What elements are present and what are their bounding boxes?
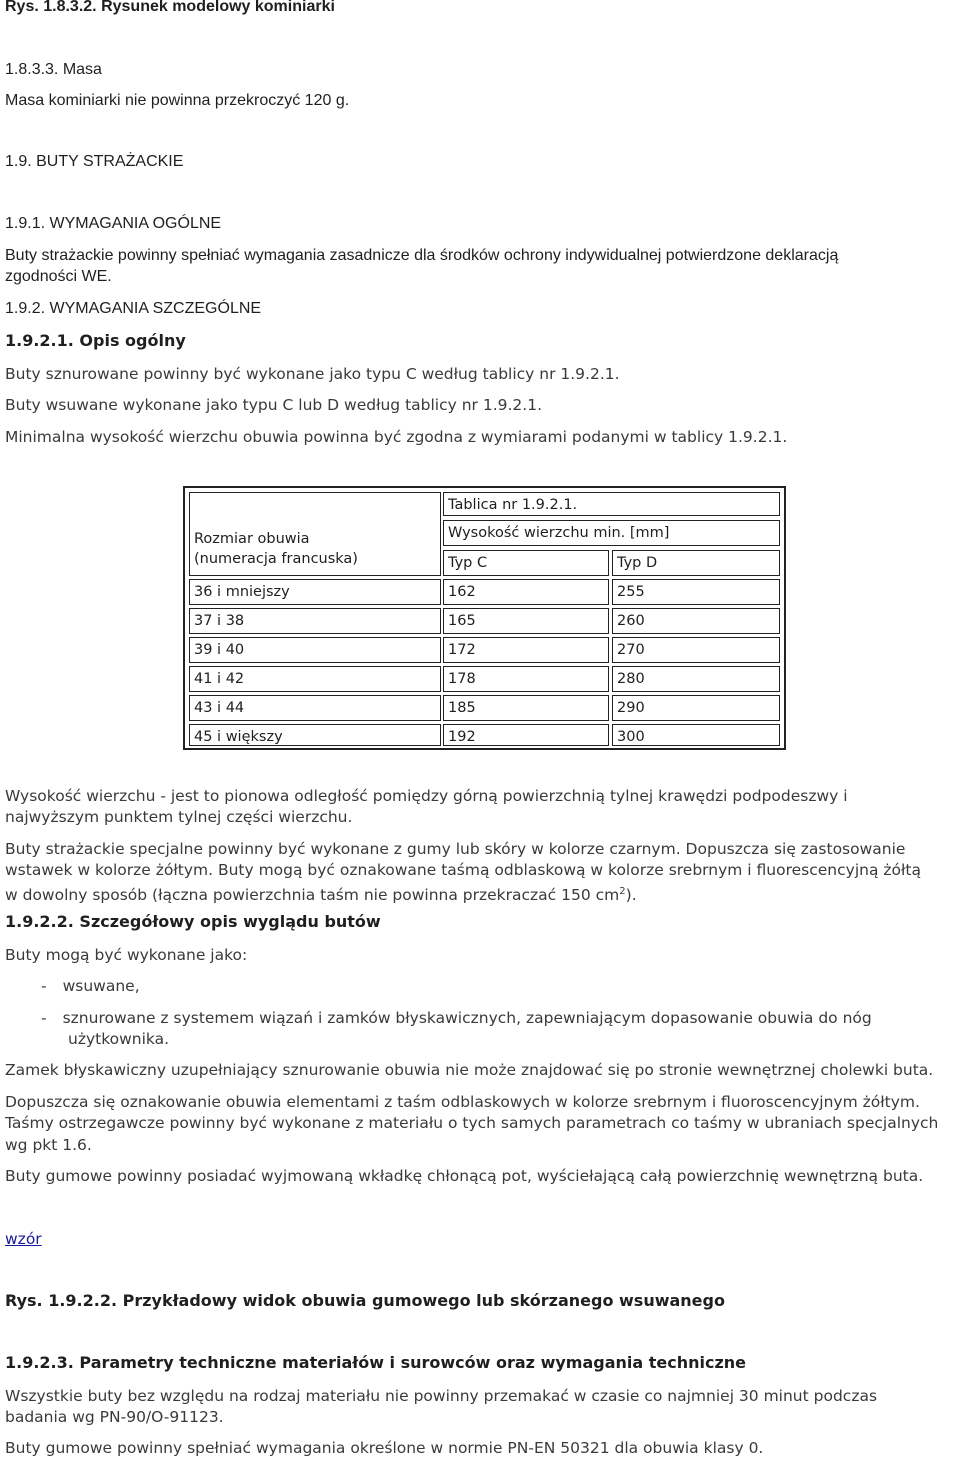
table-cell-type-c: 192 bbox=[443, 724, 609, 746]
table-cell-size: 37 i 38 bbox=[189, 608, 441, 634]
table-cell-size: 41 i 42 bbox=[189, 666, 441, 692]
table-header-size-line2: (numeracja francuska) bbox=[194, 551, 358, 567]
paragraph: badania wg PN-90/O-91123. bbox=[5, 1408, 224, 1426]
paragraph bbox=[5, 881, 637, 906]
shoe-height-table bbox=[183, 486, 786, 750]
list-dash: - bbox=[41, 977, 47, 995]
table-header-type-c: Typ C bbox=[443, 550, 609, 576]
list-dash: - bbox=[41, 1009, 47, 1027]
section-heading: 1.9. BUTY STRAŻACKIE bbox=[5, 153, 184, 170]
table-cell-size: 36 i mniejszy bbox=[189, 579, 441, 605]
table-cell-type-d: 260 bbox=[612, 608, 780, 634]
list-item-text: wsuwane, bbox=[62, 977, 140, 995]
paragraph: wg pkt 1.6. bbox=[5, 1136, 92, 1154]
paragraph: zgodności WE. bbox=[5, 268, 112, 285]
table-cell-type-d: 300 bbox=[612, 724, 780, 746]
table-caption: Tablica nr 1.9.2.1. bbox=[443, 492, 780, 516]
table-header-type-d: Typ D bbox=[612, 550, 780, 576]
section-heading: 1.9.2.1. Opis ogólny bbox=[5, 331, 186, 350]
figure-caption: Rys. 1.9.2.2. Przykładowy widok obuwia gumowego lub skórzanego wsuwanego bbox=[5, 1291, 725, 1310]
paragraph: Buty wsuwane wykonane jako typu C lub D według tablicy nr 1.9.2.1. bbox=[5, 396, 542, 414]
paragraph: wstawek w kolorze żółtym. Buty mogą być oznakowane taśmą odblaskową w kolorze srebrnym i fluorescencyjną żółtą bbox=[5, 861, 921, 879]
table-cell-type-c: 162 bbox=[443, 579, 609, 605]
table-cell-type-d: 290 bbox=[612, 695, 780, 721]
table-cell-type-c: 178 bbox=[443, 666, 609, 692]
table-cell-size: 45 i większy bbox=[189, 724, 441, 746]
list-item-text: sznurowane z systemem wiązań i zamków błyskawicznych, zapewniającym dopasowanie obuwia do nóg bbox=[62, 1009, 872, 1027]
table-cell-type-c: 172 bbox=[443, 637, 609, 663]
list-item-continuation: użytkownika. bbox=[68, 1030, 170, 1048]
table-cell-type-c: 185 bbox=[443, 695, 609, 721]
table-cell-type-d: 270 bbox=[612, 637, 780, 663]
table-header-size bbox=[189, 492, 441, 576]
paragraph: Masa kominiarki nie powinna przekroczyć 120 g. bbox=[5, 92, 350, 109]
paragraph: Wszystkie buty bez względu na rodzaj materiału nie powinny przemakać w czasie co najmniej 30 minut podczas bbox=[5, 1387, 878, 1405]
paragraph: Taśmy ostrzegawcze powinny być wykonane z materiału o tych samych parametrach co taśmy w ubraniach specjalnych bbox=[5, 1114, 939, 1132]
table-cell-type-c: 165 bbox=[443, 608, 609, 634]
table-cell-size: 39 i 40 bbox=[189, 637, 441, 663]
paragraph: Dopuszcza się oznakowanie obuwia elementami z taśm odblaskowych w kolorze srebrnym i fluoroscencyjnym żółtym. bbox=[5, 1093, 920, 1111]
table-header-height: Wysokość wierzchu min. [mm] bbox=[443, 520, 780, 546]
table-cell-type-d: 280 bbox=[612, 666, 780, 692]
paragraph: Buty strażackie specjalne powinny być wykonane z gumy lub skóry w kolorze czarnym. Dopuszcza się zastosowanie bbox=[5, 840, 906, 858]
section-heading: 1.9.2.2. Szczegółowy opis wyglądu butów bbox=[5, 912, 381, 931]
table-header-size-line1: Rozmiar obuwia bbox=[194, 531, 310, 547]
section-heading: 1.9.1. WYMAGANIA OGÓLNE bbox=[5, 215, 222, 232]
paragraph-part: ). bbox=[625, 886, 637, 905]
paragraph: Minimalna wysokość wierzchu obuwia powinna być zgodna z wymiarami podanymi w tablicy 1.9.2.1. bbox=[5, 428, 788, 446]
paragraph: Buty mogą być wykonane jako: bbox=[5, 946, 248, 964]
paragraph: Buty gumowe powinny posiadać wyjmowaną wkładkę chłonącą pot, wyściełającą całą powierzchnię wewnętrzną buta. bbox=[5, 1167, 924, 1185]
wzor-link[interactable]: wzór bbox=[5, 1230, 42, 1248]
section-heading: 1.9.2. WYMAGANIA SZCZEGÓLNE bbox=[5, 300, 262, 317]
paragraph: Wysokość wierzchu - jest to pionowa odległość pomiędzy górną powierzchnią tylnej krawędzi podpodeszwy i bbox=[5, 787, 848, 805]
table-cell-size: 43 i 44 bbox=[189, 695, 441, 721]
paragraph: Buty strażackie powinny spełniać wymagania zasadnicze dla środków ochrony indywidualnej potwierdzone deklaracją bbox=[5, 247, 839, 264]
list-item bbox=[41, 975, 140, 997]
section-heading: 1.9.2.3. Parametry techniczne materiałów i surowców oraz wymagania techniczne bbox=[5, 1353, 747, 1372]
section-heading: 1.8.3.3. Masa bbox=[5, 61, 102, 78]
paragraph-part: w dowolny sposób (łączna powierzchnia taśm nie powinna przekraczać 150 cm bbox=[5, 886, 620, 905]
paragraph: Buty sznurowane powinny być wykonane jako typu C według tablicy nr 1.9.2.1. bbox=[5, 365, 620, 383]
paragraph: Zamek błyskawiczny uzupełniający sznurowanie obuwia nie może znajdować się po stronie wewnętrznej cholewki buta. bbox=[5, 1061, 934, 1079]
figure-caption: Rys. 1.8.3.2. Rysunek modelowy kominiarki bbox=[5, 0, 335, 15]
table-cell-type-d: 255 bbox=[612, 579, 780, 605]
list-item bbox=[41, 1007, 872, 1029]
superscript: 2 bbox=[619, 886, 626, 897]
paragraph: Buty gumowe powinny spełniać wymagania określone w normie PN-EN 50321 dla obuwia klasy 0. bbox=[5, 1439, 764, 1457]
paragraph: najwyższym punktem tylnej części wierzchu. bbox=[5, 808, 353, 826]
